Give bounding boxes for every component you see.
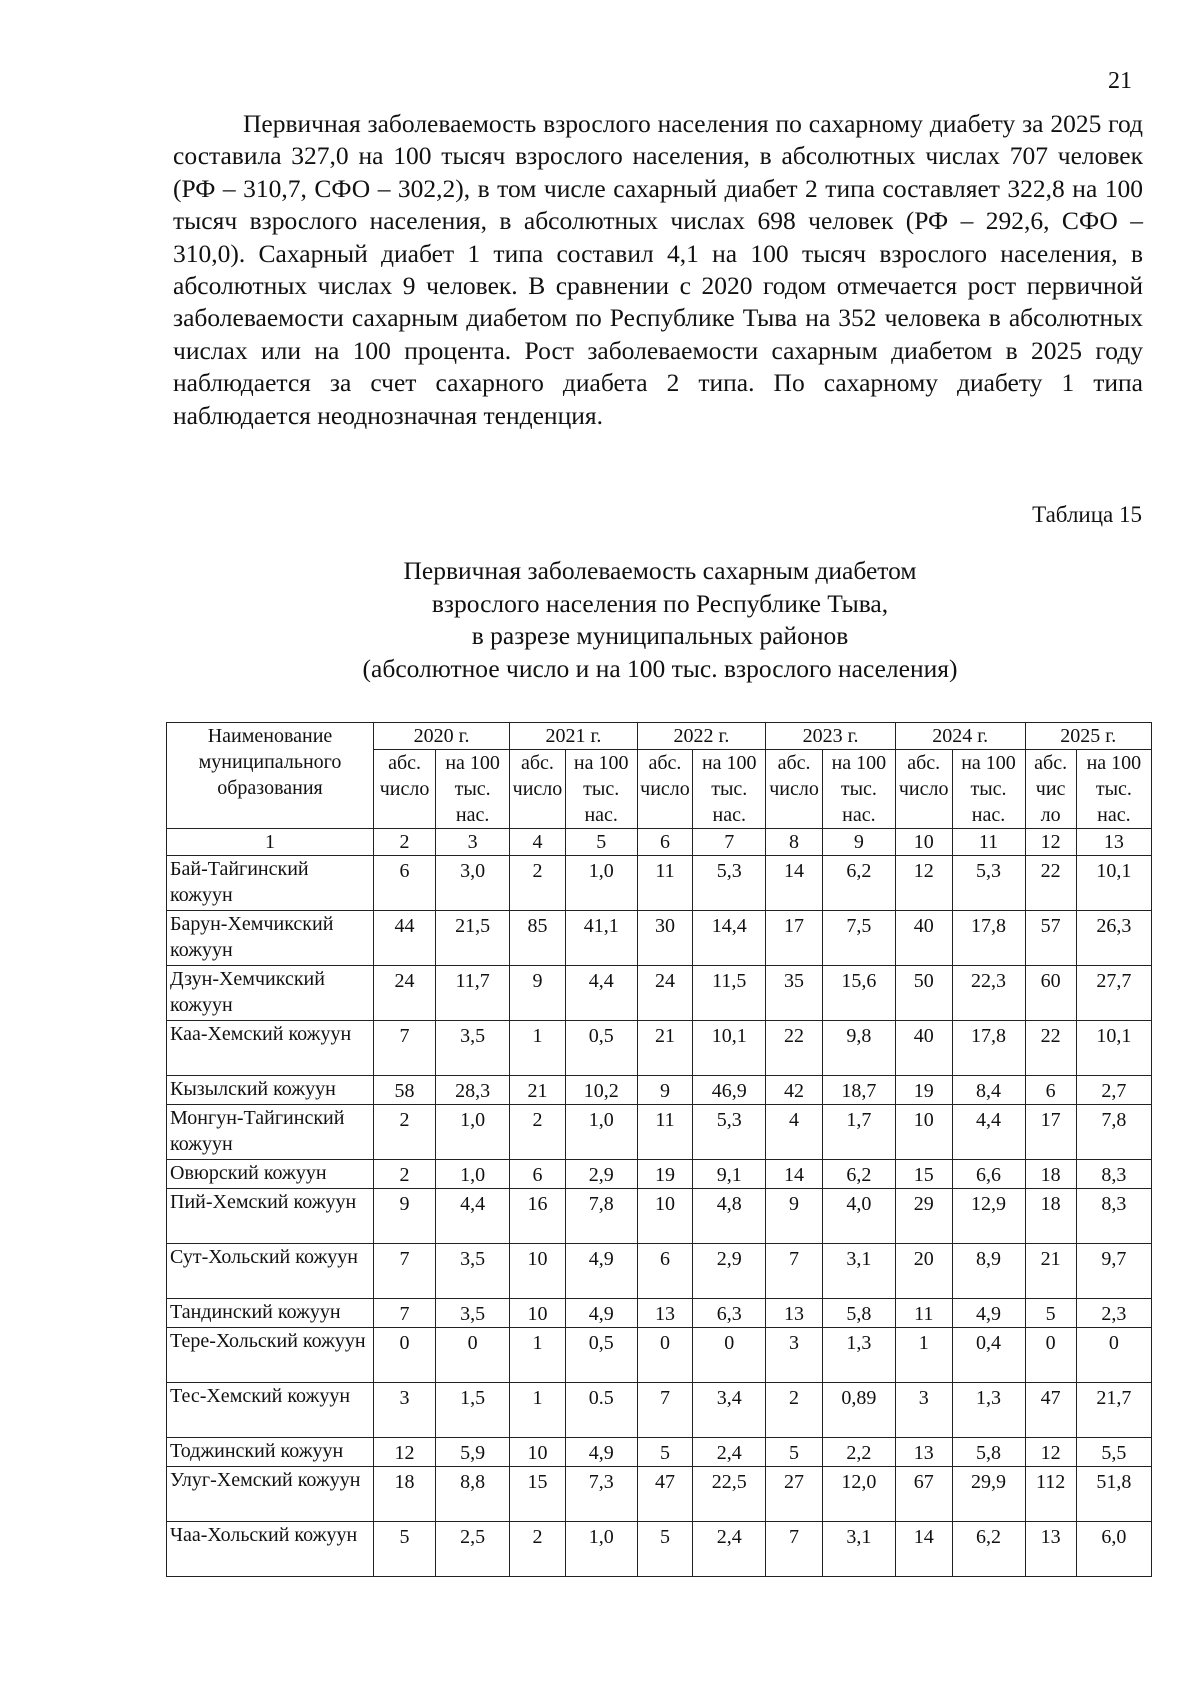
rate-cell: 7,8 — [1076, 1105, 1151, 1160]
abs-count-cell: 2 — [374, 1160, 436, 1189]
rate-cell: 41,1 — [565, 911, 637, 966]
abs-count-cell: 29 — [895, 1189, 952, 1244]
rate-cell: 4,9 — [565, 1299, 637, 1328]
year-header: 2021 г. — [510, 723, 637, 750]
rate-cell: 10,1 — [1076, 1021, 1151, 1076]
abs-count-cell: 7 — [766, 1522, 823, 1577]
abs-count-cell: 11 — [895, 1299, 952, 1328]
rate-cell: 26,3 — [1076, 911, 1151, 966]
table-row — [167, 1328, 1152, 1383]
abs-count-cell: 14 — [895, 1522, 952, 1577]
abs-count-cell: 6 — [374, 856, 436, 911]
year-header: 2025 г. — [1025, 723, 1151, 750]
abs-count-header: абс. число — [637, 750, 693, 829]
abs-count-cell: 7 — [637, 1383, 693, 1438]
abs-count-cell: 10 — [895, 1105, 952, 1160]
abs-count-cell: 7 — [766, 1244, 823, 1299]
rate-header: на 100 тыс. нас. — [822, 750, 895, 829]
table-body — [167, 856, 1152, 1577]
abs-count-cell: 5 — [637, 1438, 693, 1467]
abs-count-cell: 12 — [1025, 1438, 1076, 1467]
year-header: 2020 г. — [374, 723, 510, 750]
rate-cell: 10,1 — [693, 1021, 766, 1076]
abs-count-cell: 2 — [510, 856, 566, 911]
rate-cell: 22,3 — [952, 966, 1025, 1021]
table-row — [167, 1021, 1152, 1076]
abs-count-cell: 44 — [374, 911, 436, 966]
page-number: 21 — [1108, 68, 1132, 94]
abs-count-cell: 11 — [637, 1105, 693, 1160]
rate-cell: 7,3 — [565, 1467, 637, 1522]
abs-count-cell: 7 — [374, 1299, 436, 1328]
rate-cell: 28,3 — [436, 1076, 510, 1105]
table-title-line: (абсолютное число и на 100 тыс. взрослого населения) — [362, 653, 958, 683]
rate-cell: 15,6 — [822, 966, 895, 1021]
rate-cell: 4,8 — [693, 1189, 766, 1244]
rate-cell: 0 — [1076, 1328, 1151, 1383]
rate-cell: 2,4 — [693, 1522, 766, 1577]
abs-count-header: абс. число — [766, 750, 823, 829]
abs-count-cell: 24 — [374, 966, 436, 1021]
abs-count-cell: 21 — [1025, 1244, 1076, 1299]
rate-cell: 5,8 — [952, 1438, 1025, 1467]
abs-count-cell: 9 — [374, 1189, 436, 1244]
abs-count-cell: 0 — [1025, 1328, 1076, 1383]
column-number-row — [167, 829, 1152, 856]
abs-count-cell: 42 — [766, 1076, 823, 1105]
rate-cell: 0 — [693, 1328, 766, 1383]
abs-count-cell: 2 — [510, 1522, 566, 1577]
column-number: 5 — [565, 829, 637, 856]
table-row — [167, 911, 1152, 966]
abs-count-header: абс. число — [895, 750, 952, 829]
column-number: 13 — [1076, 829, 1151, 856]
rate-cell: 6,2 — [822, 1160, 895, 1189]
rate-cell: 9,7 — [1076, 1244, 1151, 1299]
abs-count-cell: 18 — [1025, 1189, 1076, 1244]
rate-cell: 9,1 — [693, 1160, 766, 1189]
rate-cell: 1,5 — [436, 1383, 510, 1438]
rate-header: на 100 тыс. нас. — [565, 750, 637, 829]
rate-cell: 3,4 — [693, 1383, 766, 1438]
rate-cell: 5,3 — [693, 1105, 766, 1160]
rate-cell: 1,0 — [565, 856, 637, 911]
column-number: 2 — [374, 829, 436, 856]
rate-cell: 21,7 — [1076, 1383, 1151, 1438]
rate-cell: 1,3 — [822, 1328, 895, 1383]
abs-count-header: абс. чис ло — [1025, 750, 1076, 829]
abs-count-cell: 60 — [1025, 966, 1076, 1021]
table-row — [167, 1467, 1152, 1522]
abs-count-cell: 5 — [766, 1438, 823, 1467]
body-paragraph: Первичная заболеваемость взрослого населения по сахарному диабету за 2025 год составила 327,0 на 100 тысяч взрослого населения, в абсолютных числах 707 человек (РФ – 310,7, СФО – 302,2), в том числе сахарный диабет 2 типа составляет 322,8 на 100 тысяч взрослого населения, в абсолютных числах 698 человек (РФ – 292,6, СФО – 310,0). Сахарный диабет 1 типа составил 4,1 на 100 тысяч взрослого населения, в абсолютных числах 9 человек. В сравнении с 2020 годом отмечается рост первичной заболеваемости сахарным диабетом по Республике Тыва на 352 человека в абсолютных числах или на 100 процента. Рост заболеваемости сахарным диабетом в 2025 году наблюдается за счет сахарного диабета 2 типа. По сахарному диабету 1 типа наблюдается неоднозначная тенденция. — [173, 109, 1143, 430]
rate-cell: 3,5 — [436, 1299, 510, 1328]
rate-cell: 5,3 — [952, 856, 1025, 911]
district-name-cell: Тандинский кожуун — [167, 1299, 374, 1328]
rate-cell: 0,89 — [822, 1383, 895, 1438]
abs-count-cell: 5 — [374, 1522, 436, 1577]
rate-header: на 100 тыс. нас. — [1076, 750, 1151, 829]
rate-cell: 1,3 — [952, 1383, 1025, 1438]
abs-count-cell: 13 — [766, 1299, 823, 1328]
column-number: 12 — [1025, 829, 1076, 856]
abs-count-cell: 9 — [766, 1189, 823, 1244]
rate-cell: 3,0 — [436, 856, 510, 911]
abs-count-cell: 13 — [637, 1299, 693, 1328]
abs-count-cell: 7 — [374, 1244, 436, 1299]
rate-header: на 100 тыс. нас. — [693, 750, 766, 829]
abs-count-header: абс. число — [374, 750, 436, 829]
district-name-cell: Каа-Хемский кожуун — [167, 1021, 374, 1076]
rate-cell: 27,7 — [1076, 966, 1151, 1021]
abs-count-cell: 19 — [637, 1160, 693, 1189]
rate-cell: 17,8 — [952, 911, 1025, 966]
abs-count-cell: 5 — [637, 1522, 693, 1577]
table-row — [167, 1383, 1152, 1438]
rate-cell: 1,0 — [436, 1160, 510, 1189]
rate-cell: 5,5 — [1076, 1438, 1151, 1467]
abs-count-cell: 1 — [510, 1021, 566, 1076]
rate-cell: 6,2 — [822, 856, 895, 911]
rate-cell: 7,8 — [565, 1189, 637, 1244]
rate-cell: 2,9 — [693, 1244, 766, 1299]
abs-count-cell: 22 — [766, 1021, 823, 1076]
district-name-cell: Улуг-Хемский кожуун — [167, 1467, 374, 1522]
district-name-cell: Тоджинский кожуун — [167, 1438, 374, 1467]
table-row — [167, 1299, 1152, 1328]
rate-cell: 5,9 — [436, 1438, 510, 1467]
rate-cell: 2,7 — [1076, 1076, 1151, 1105]
rate-cell: 3,5 — [436, 1244, 510, 1299]
rate-cell: 7,5 — [822, 911, 895, 966]
rate-cell: 2,9 — [565, 1160, 637, 1189]
abs-count-cell: 1 — [510, 1383, 566, 1438]
table-row — [167, 1522, 1152, 1577]
rate-cell: 11,7 — [436, 966, 510, 1021]
abs-count-cell: 35 — [766, 966, 823, 1021]
rate-cell: 29,9 — [952, 1467, 1025, 1522]
table-title-line: Первичная заболеваемость сахарным диабетом — [403, 556, 917, 585]
abs-count-cell: 7 — [374, 1021, 436, 1076]
abs-count-cell: 50 — [895, 966, 952, 1021]
rate-cell: 8,9 — [952, 1244, 1025, 1299]
rate-cell: 17,8 — [952, 1021, 1025, 1076]
rate-cell: 11,5 — [693, 966, 766, 1021]
rate-cell: 3,1 — [822, 1522, 895, 1577]
abs-count-cell: 13 — [1025, 1522, 1076, 1577]
year-header: 2024 г. — [895, 723, 1025, 750]
abs-count-cell: 22 — [1025, 856, 1076, 911]
rate-cell: 6,6 — [952, 1160, 1025, 1189]
abs-count-cell: 58 — [374, 1076, 436, 1105]
abs-count-cell: 1 — [510, 1328, 566, 1383]
abs-count-cell: 4 — [766, 1105, 823, 1160]
abs-count-cell: 15 — [510, 1467, 566, 1522]
rate-cell: 0 — [436, 1328, 510, 1383]
rate-cell: 1,0 — [565, 1522, 637, 1577]
rate-cell: 4,4 — [952, 1105, 1025, 1160]
abs-count-cell: 27 — [766, 1467, 823, 1522]
rate-cell: 2,3 — [1076, 1299, 1151, 1328]
district-name-cell: Тес-Хемский кожуун — [167, 1383, 374, 1438]
column-number: 4 — [510, 829, 566, 856]
abs-count-cell: 57 — [1025, 911, 1076, 966]
table-row — [167, 856, 1152, 911]
abs-count-cell: 1 — [895, 1328, 952, 1383]
table-row — [167, 1189, 1152, 1244]
column-number: 6 — [637, 829, 693, 856]
rate-cell: 1,7 — [822, 1105, 895, 1160]
abs-count-cell: 20 — [895, 1244, 952, 1299]
rate-cell: 12,9 — [952, 1189, 1025, 1244]
abs-count-cell: 14 — [766, 856, 823, 911]
rate-cell: 1,0 — [565, 1105, 637, 1160]
abs-count-cell: 40 — [895, 1021, 952, 1076]
rate-cell: 22,5 — [693, 1467, 766, 1522]
abs-count-cell: 85 — [510, 911, 566, 966]
rate-cell: 10,2 — [565, 1076, 637, 1105]
abs-count-cell: 24 — [637, 966, 693, 1021]
rate-cell: 0,5 — [565, 1328, 637, 1383]
rate-cell: 9,8 — [822, 1021, 895, 1076]
district-name-cell: Монгун-Тайгинский кожуун — [167, 1105, 374, 1160]
rate-cell: 4,0 — [822, 1189, 895, 1244]
abs-count-cell: 12 — [895, 856, 952, 911]
abs-count-cell: 40 — [895, 911, 952, 966]
rate-cell: 5,8 — [822, 1299, 895, 1328]
abs-count-cell: 10 — [510, 1244, 566, 1299]
rate-cell: 8,3 — [1076, 1160, 1151, 1189]
column-number: 8 — [766, 829, 823, 856]
rate-cell: 2,5 — [436, 1522, 510, 1577]
abs-count-cell: 47 — [1025, 1383, 1076, 1438]
table-row — [167, 1105, 1152, 1160]
rate-cell: 4,4 — [436, 1189, 510, 1244]
abs-count-cell: 3 — [895, 1383, 952, 1438]
column-number: 3 — [436, 829, 510, 856]
abs-count-cell: 6 — [1025, 1076, 1076, 1105]
abs-count-header: абс. число — [510, 750, 566, 829]
table-title — [200, 555, 1120, 685]
abs-count-cell: 10 — [637, 1189, 693, 1244]
rate-cell: 18,7 — [822, 1076, 895, 1105]
rate-cell: 6,0 — [1076, 1522, 1151, 1577]
year-header: 2022 г. — [637, 723, 766, 750]
abs-count-cell: 9 — [510, 966, 566, 1021]
abs-count-cell: 2 — [766, 1383, 823, 1438]
name-column-header: Наименование муниципального образования — [167, 723, 374, 829]
rate-cell: 2,4 — [693, 1438, 766, 1467]
abs-count-cell: 5 — [1025, 1299, 1076, 1328]
rate-cell: 10,1 — [1076, 856, 1151, 911]
table-label: Таблица 15 — [1032, 502, 1142, 527]
abs-count-cell: 10 — [510, 1438, 566, 1467]
abs-count-cell: 14 — [766, 1160, 823, 1189]
column-number: 1 — [167, 829, 374, 856]
abs-count-cell: 67 — [895, 1467, 952, 1522]
rate-cell: 8,8 — [436, 1467, 510, 1522]
rate-cell: 21,5 — [436, 911, 510, 966]
abs-count-cell: 0 — [637, 1328, 693, 1383]
abs-count-cell: 0 — [374, 1328, 436, 1383]
rate-cell: 14,4 — [693, 911, 766, 966]
district-name-cell: Овюрский кожуун — [167, 1160, 374, 1189]
rate-header: на 100 тыс. нас. — [952, 750, 1025, 829]
rate-cell: 6,2 — [952, 1522, 1025, 1577]
rate-cell: 46,9 — [693, 1076, 766, 1105]
rate-cell: 3,1 — [822, 1244, 895, 1299]
abs-count-cell: 47 — [637, 1467, 693, 1522]
abs-count-cell: 19 — [895, 1076, 952, 1105]
abs-count-cell: 21 — [637, 1021, 693, 1076]
column-number: 10 — [895, 829, 952, 856]
abs-count-cell: 3 — [374, 1383, 436, 1438]
district-name-cell: Тере-Хольский кожуун — [167, 1328, 374, 1383]
column-number: 9 — [822, 829, 895, 856]
district-name-cell: Кызылский кожуун — [167, 1076, 374, 1105]
abs-count-cell: 21 — [510, 1076, 566, 1105]
rate-cell: 4,4 — [565, 966, 637, 1021]
abs-count-cell: 11 — [637, 856, 693, 911]
rate-cell: 51,8 — [1076, 1467, 1151, 1522]
rate-cell: 2,2 — [822, 1438, 895, 1467]
abs-count-cell: 12 — [374, 1438, 436, 1467]
rate-cell: 4,9 — [565, 1244, 637, 1299]
rate-cell: 8,4 — [952, 1076, 1025, 1105]
district-name-cell: Дзун-Хемчикский кожуун — [167, 966, 374, 1021]
table-row — [167, 1244, 1152, 1299]
abs-count-cell: 18 — [374, 1467, 436, 1522]
abs-count-cell: 10 — [510, 1299, 566, 1328]
table-row — [167, 966, 1152, 1021]
district-name-cell: Сут-Хольский кожуун — [167, 1244, 374, 1299]
abs-count-cell: 30 — [637, 911, 693, 966]
year-header: 2023 г. — [766, 723, 896, 750]
table-title-line: в разрезе муниципальных районов — [471, 621, 849, 650]
table-row — [167, 1160, 1152, 1189]
rate-cell: 5,3 — [693, 856, 766, 911]
abs-count-cell: 2 — [374, 1105, 436, 1160]
table-row — [167, 1438, 1152, 1467]
abs-count-cell: 6 — [510, 1160, 566, 1189]
abs-count-cell: 15 — [895, 1160, 952, 1189]
abs-count-cell: 22 — [1025, 1021, 1076, 1076]
column-number: 7 — [693, 829, 766, 856]
rate-cell: 0.5 — [565, 1383, 637, 1438]
abs-count-cell: 17 — [1025, 1105, 1076, 1160]
rate-header: на 100 тыс. нас. — [436, 750, 510, 829]
abs-count-cell: 6 — [637, 1244, 693, 1299]
abs-count-cell: 16 — [510, 1189, 566, 1244]
rate-cell: 0,5 — [565, 1021, 637, 1076]
district-name-cell: Пий-Хемский кожуун — [167, 1189, 374, 1244]
district-name-cell: Чаа-Хольский кожуун — [167, 1522, 374, 1577]
rate-cell: 12,0 — [822, 1467, 895, 1522]
rate-cell: 4,9 — [952, 1299, 1025, 1328]
rate-cell: 4,9 — [565, 1438, 637, 1467]
abs-count-cell: 3 — [766, 1328, 823, 1383]
table-row — [167, 1076, 1152, 1105]
abs-count-cell: 17 — [766, 911, 823, 966]
rate-cell: 0,4 — [952, 1328, 1025, 1383]
incidence-table — [166, 722, 1152, 1577]
district-name-cell: Бай-Тайгинский кожуун — [167, 856, 374, 911]
district-name-cell: Барун-Хемчикский кожуун — [167, 911, 374, 966]
abs-count-cell: 9 — [637, 1076, 693, 1105]
abs-count-cell: 112 — [1025, 1467, 1076, 1522]
rate-cell: 1,0 — [436, 1105, 510, 1160]
rate-cell: 8,3 — [1076, 1189, 1151, 1244]
rate-cell: 3,5 — [436, 1021, 510, 1076]
table-title-line: взрослого населения по Республике Тыва, — [431, 588, 889, 618]
abs-count-cell: 13 — [895, 1438, 952, 1467]
column-number: 11 — [952, 829, 1025, 856]
abs-count-cell: 18 — [1025, 1160, 1076, 1189]
rate-cell: 6,3 — [693, 1299, 766, 1328]
abs-count-cell: 2 — [510, 1105, 566, 1160]
